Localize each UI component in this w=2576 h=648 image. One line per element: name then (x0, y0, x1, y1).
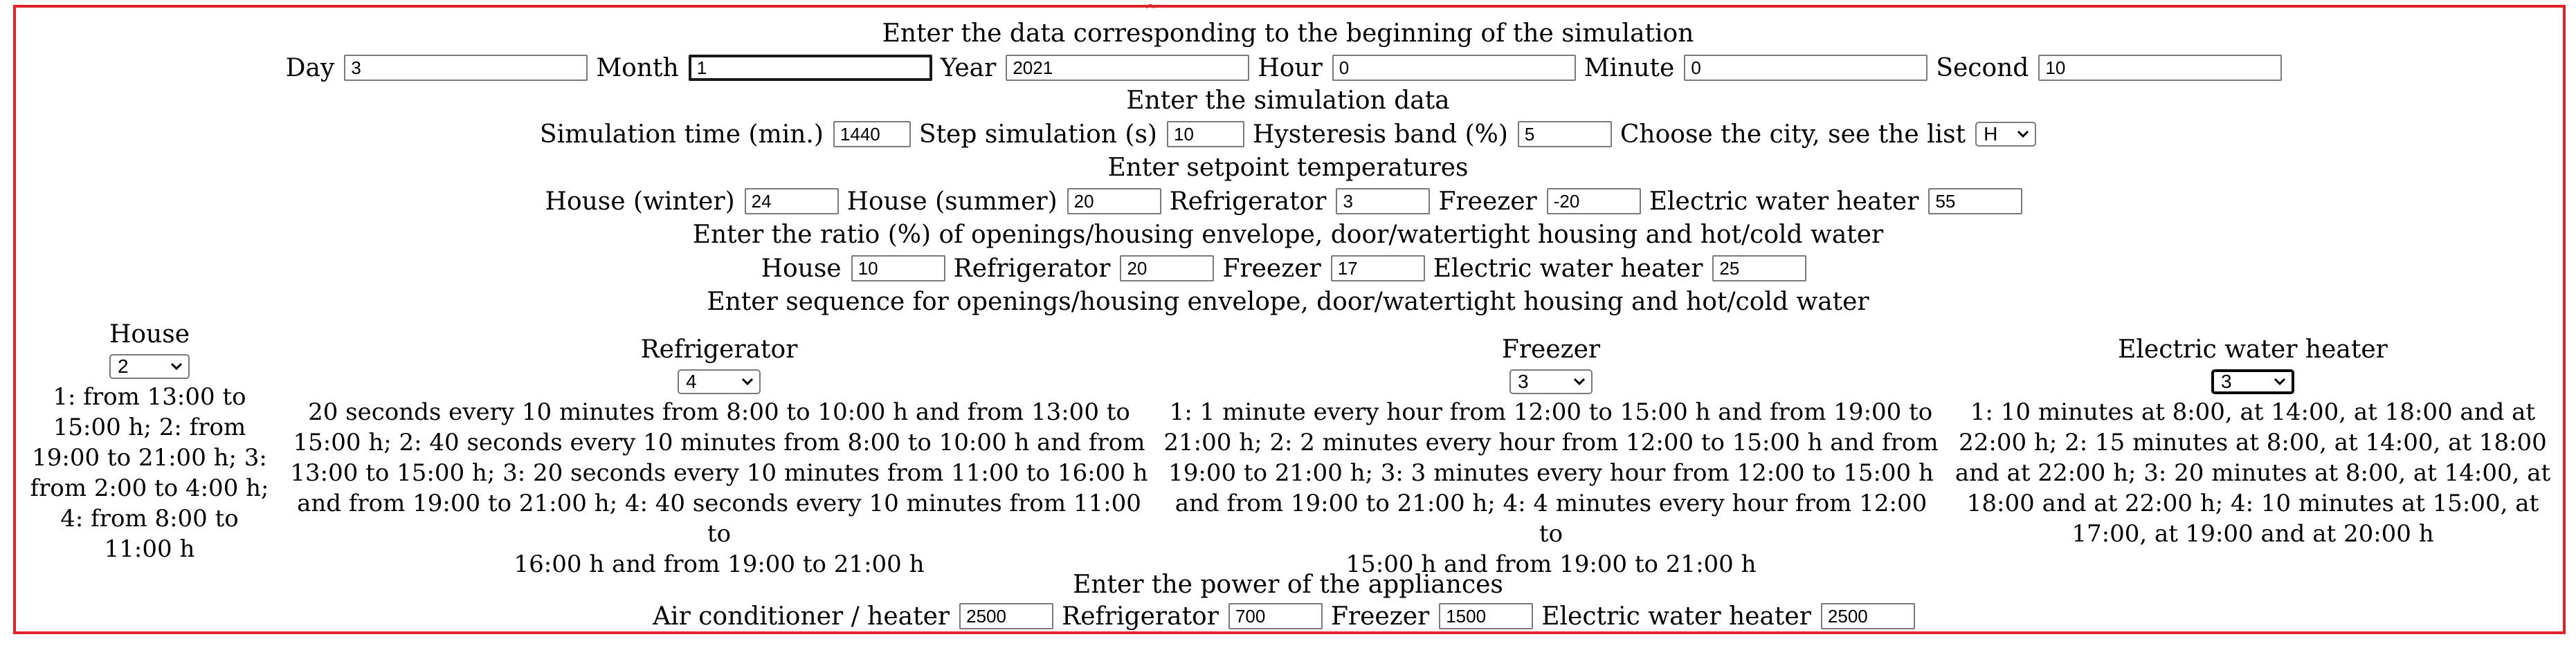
year-label: Year (940, 53, 997, 82)
hysteresis-label: Hysteresis band (%) (1252, 120, 1508, 149)
water-heater-sequence-value: 3 (2221, 371, 2232, 392)
ratio-heading: Enter the ratio (%) of openings/housing envelope, door/watertight housing and hot/cold water (692, 220, 1884, 249)
freezer-sequence-line: and from 19:00 to 21:00 h; 4: 4 minutes every hour from 12:00 to (1174, 490, 1928, 548)
water-heater-sequence-line: 1: 10 minutes at 8:00, at 14:00, at 18:00 and at (1970, 398, 2536, 426)
city-label: Choose the city, see the list (1620, 120, 1966, 149)
refrigerator-sequence-line: and from 19:00 to 21:00 h; 4: 40 seconds every 10 minutes from 11:00 to (297, 490, 1141, 548)
refrigerator-sequence-value: 4 (686, 371, 697, 392)
refrigerator-power-input[interactable] (1228, 603, 1323, 629)
freezer-ratio-label: Freezer (1222, 254, 1321, 283)
freezer-setpoint-label: Freezer (1438, 187, 1537, 216)
chevron-down-icon (741, 378, 754, 386)
water-heater-power-input[interactable] (1821, 603, 1915, 629)
freezer-sequence-line: 1: 1 minute every hour from 12:00 to 15:00 h and from 19:00 to (1169, 398, 1933, 426)
chevron-down-icon (2017, 130, 2029, 138)
house-sequence-line: 1: from 13:00 to (53, 383, 246, 411)
water-heater-sequence-title: Electric water heater (2118, 335, 2388, 364)
chevron-down-icon (170, 362, 183, 371)
month-label: Month (596, 53, 679, 82)
refrigerator-setpoint-input[interactable] (1336, 188, 1430, 214)
freezer-sequence-line: 19:00 to 21:00 h; 3: 3 minutes every hour from 12:00 to 15:00 h (1168, 459, 1934, 487)
chevron-down-icon (2274, 378, 2286, 386)
refrigerator-sequence-line: 15:00 h; 2: 40 seconds every 10 minutes from 8:00 to 10:00 h and from (293, 429, 1145, 456)
hour-input[interactable] (1332, 55, 1576, 81)
air-conditioner-power-input[interactable] (959, 603, 1053, 629)
water-heater-sequence-column (1946, 335, 2559, 549)
air-conditioner-power-label: Air conditioner / heater (653, 602, 950, 631)
water-heater-sequence-line: and at 22:00 h; 3: 20 minutes at 8:00, at 14:00, at (1954, 459, 2551, 487)
refrigerator-sequence-column (284, 335, 1154, 580)
step-simulation-label: Step simulation (s) (918, 120, 1157, 149)
step-simulation-input[interactable] (1167, 121, 1244, 147)
freezer-sequence-title: Freezer (1501, 335, 1601, 364)
city-select-value: H (1984, 123, 1998, 145)
minute-input[interactable] (1684, 55, 1928, 81)
refrigerator-sequence-line: 20 seconds every 10 minutes from 8:00 to 10:00 h and from 13:00 to (308, 398, 1130, 426)
setpoints-heading: Enter setpoint temperatures (1107, 153, 1469, 182)
water-heater-power-label: Electric water heater (1541, 602, 1811, 631)
house-ratio-input[interactable] (851, 255, 945, 281)
second-input[interactable] (2038, 55, 2282, 81)
water-heater-sequence-select[interactable] (2211, 369, 2294, 394)
ratio-row (0, 252, 2576, 285)
freezer-sequence-column (1160, 335, 1942, 580)
refrigerator-power-label: Refrigerator (1062, 602, 1219, 631)
house-sequence-line: 19:00 to 21:00 h; 3: (32, 444, 267, 472)
sequence-heading: Enter sequence for openings/housing envelope, door/watertight housing and hot/cold water (707, 287, 1869, 316)
water-heater-sequence-line: 18:00 and at 22:00 h; 4: 10 minutes at 15:00, at (1966, 490, 2539, 517)
simulation-time-label: Simulation time (min.) (539, 120, 824, 149)
month-input[interactable] (689, 55, 932, 81)
day-label: Day (285, 53, 335, 82)
simulation-heading: Enter the simulation data (1126, 86, 1450, 115)
house-sequence-line: 11:00 h (104, 535, 195, 563)
freezer-sequence-line: 21:00 h; 2: 2 minutes every hour from 12:00 to 15:00 h and from (1163, 429, 1939, 456)
minute-label: Minute (1584, 53, 1675, 82)
chevron-down-icon (1573, 378, 1586, 386)
house-sequence-value: 2 (118, 355, 129, 377)
freezer-setpoint-input[interactable] (1547, 188, 1641, 214)
year-input[interactable] (1006, 55, 1249, 81)
house-sequence-line: from 2:00 to 4:00 h; (30, 474, 269, 502)
power-heading: Enter the power of the appliances (1073, 570, 1503, 599)
day-input[interactable] (344, 55, 588, 81)
water-heater-ratio-label: Electric water heater (1433, 254, 1703, 283)
house-winter-label: House (winter) (545, 187, 735, 216)
simulation-time-input[interactable] (833, 121, 911, 147)
house-winter-input[interactable] (745, 188, 839, 214)
city-select[interactable] (1975, 122, 2036, 147)
water-heater-setpoint-label: Electric water heater (1649, 187, 1919, 216)
house-sequence-column (18, 320, 281, 564)
freezer-ratio-input[interactable] (1331, 255, 1425, 281)
house-summer-input[interactable] (1067, 188, 1161, 214)
house-sequence-line: 15:00 h; 2: from (53, 414, 246, 441)
house-summer-label: House (summer) (846, 187, 1058, 216)
hysteresis-input[interactable] (1518, 121, 1612, 147)
refrigerator-setpoint-label: Refrigerator (1169, 187, 1327, 216)
refrigerator-sequence-title: Refrigerator (640, 335, 798, 364)
refrigerator-sequence-line: 16:00 h and from 19:00 to 21:00 h (514, 550, 925, 578)
refrigerator-ratio-label: Refrigerator (953, 254, 1111, 283)
freezer-power-input[interactable] (1439, 603, 1533, 629)
start-heading: Enter the data corresponding to the beginning of the simulation (882, 19, 1694, 48)
house-sequence-line: 4: from 8:00 to (60, 505, 239, 533)
house-sequence-title: House (109, 320, 190, 349)
power-row (0, 600, 2576, 632)
freezer-sequence-select[interactable] (1509, 369, 1593, 394)
start-row (0, 51, 2576, 84)
setpoints-row (0, 185, 2576, 218)
water-heater-ratio-input[interactable] (1712, 255, 1806, 281)
house-ratio-label: House (761, 254, 842, 283)
top-marker-icon (1146, 4, 1154, 8)
hour-label: Hour (1258, 53, 1323, 82)
house-sequence-select[interactable] (109, 354, 190, 379)
refrigerator-ratio-input[interactable] (1120, 255, 1214, 281)
refrigerator-sequence-line: 13:00 to 15:00 h; 3: 20 seconds every 10 minutes from 11:00 to 16:00 h (290, 459, 1148, 487)
second-label: Second (1936, 53, 2029, 82)
freezer-sequence-value: 3 (1518, 371, 1529, 392)
water-heater-setpoint-input[interactable] (1928, 188, 2022, 214)
refrigerator-sequence-select[interactable] (678, 369, 761, 394)
freezer-power-label: Freezer (1330, 602, 1430, 631)
water-heater-sequence-line: 22:00 h; 2: 15 minutes at 8:00, at 14:00, at 18:00 (1959, 429, 2547, 456)
water-heater-sequence-line: 17:00, at 19:00 and at 20:00 h (2071, 520, 2434, 548)
simulation-row (0, 118, 2576, 151)
freezer-sequence-line: 15:00 h and from 19:00 to 21:00 h (1345, 550, 1757, 578)
